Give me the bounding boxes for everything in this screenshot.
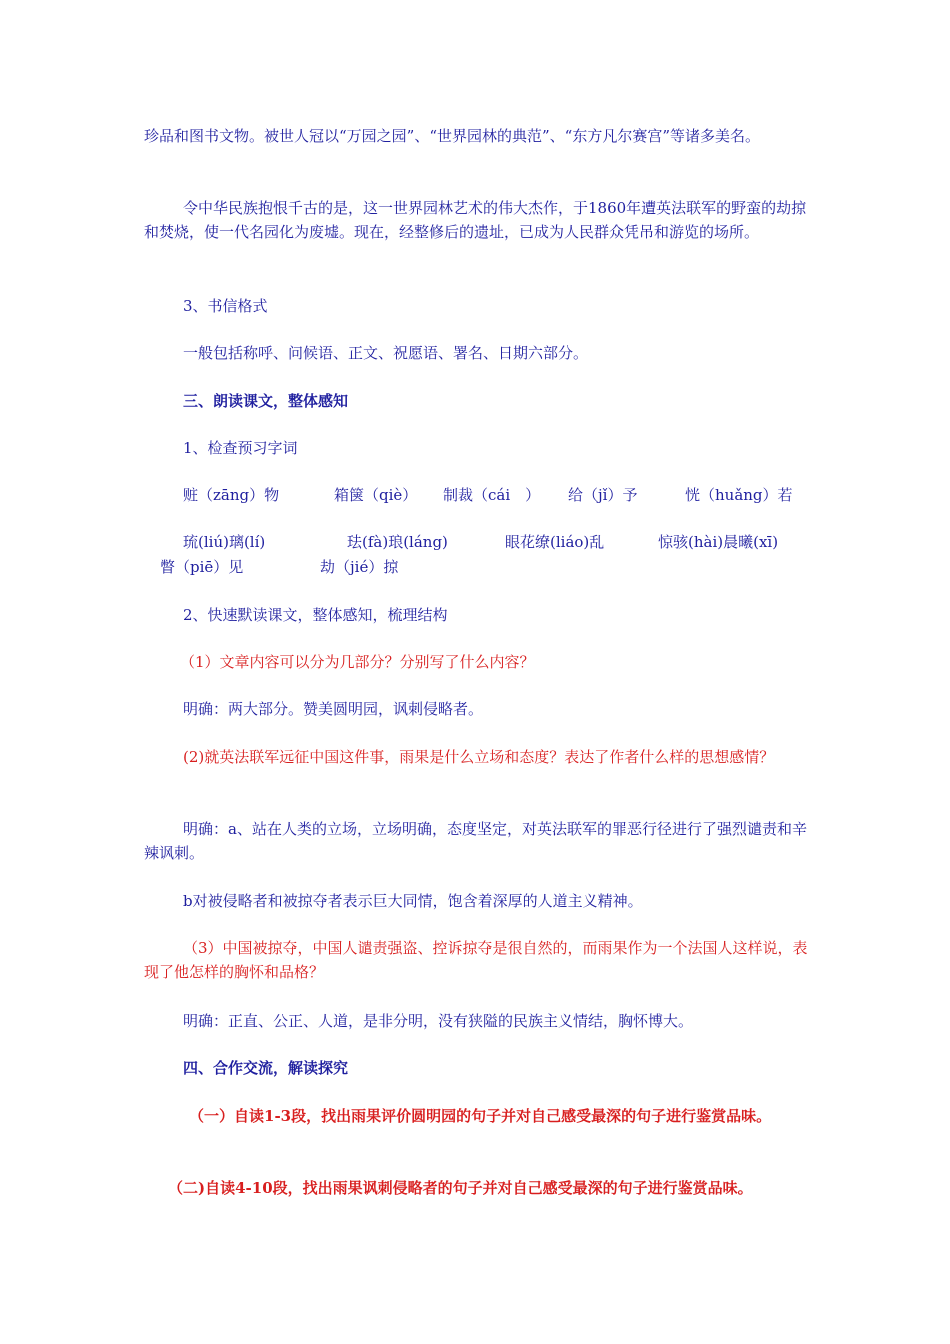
vocab-word: 眼花缭(liáo)乱 (505, 533, 605, 551)
vocab-row-1 (0, 483, 950, 507)
vocab-row-3 (0, 555, 950, 579)
question-3: （3）中国被掠夺，中国人谴责强盗、控诉掠夺是很自然的，而雨果作为一个法国人这样说，表现了他怎样的胸怀和品格？ (144, 939, 808, 981)
section-three-title: 三、朗读课文，整体感知 (183, 392, 349, 410)
paragraph-regret: 令中华民族抱恨千古的是，这一世界园林艺术的伟大杰作，于1860年遭英法联军的野蛮的劫掠和焚烧，使一代名园化为废墟。现在，经整修后的遗址，已成为人民群众凭吊和游览的场所。 (144, 199, 807, 241)
answer-3: 明确：正直、公正、人道，是非分明，没有狭隘的民族主义情结，胸怀博大。 (183, 1012, 694, 1030)
answer-1: 明确：两大部分。赞美圆明园，讽刺侵略者。 (183, 700, 484, 718)
vocab-word: 赃（zāng）物 (183, 486, 280, 504)
answer-2: 明确：a、站在人类的立场，立场明确，态度坚定，对英法联军的罪恶行径进行了强烈谴责和辛辣讽刺。 (144, 820, 807, 862)
vocab-word: 惊骇(hài)晨曦(xī) (658, 533, 779, 551)
vocab-word: 琉(liú)璃(lí) (183, 533, 266, 551)
heading-quick-read: 2、快速默读课文，整体感知，梳理结构 (183, 606, 448, 624)
question-2: (2)就英法联军远征中国这件事，雨果是什么立场和态度？表达了作者什么样的思想感情？ (183, 748, 775, 766)
vocab-word: 箱箧（qiè） (334, 486, 418, 504)
task-one: （一）自读1-3段，找出雨果评价圆明园的句子并对自己感受最深的句子进行鉴赏品味。 (189, 1107, 772, 1125)
vocab-word: 制裁（cái ） (443, 486, 541, 504)
heading-check-words: 1、检查预习字词 (183, 439, 298, 457)
task-two: （二)自读4-10段，找出雨果讽刺侵略者的句子并对自己感受最深的句子进行鉴赏品味。 (168, 1179, 753, 1197)
heading-letter-format: 3、书信格式 (183, 297, 268, 315)
letter-format-text: 一般包括称呼、问候语、正文、祝愿语、署名、日期六部分。 (183, 344, 589, 362)
answer-2-b: b对被侵略者和被掠夺者表示巨大同情，饱含着深厚的人道主义精神。 (183, 892, 643, 910)
vocab-row-2 (0, 530, 950, 554)
vocab-word: 珐(fà)琅(láng) (347, 533, 448, 551)
vocab-word: 瞥（piē）见 (160, 558, 244, 576)
vocab-word: 给（jǐ）予 (568, 486, 638, 504)
section-four-title: 四、合作交流，解读探究 (183, 1059, 349, 1077)
vocab-word: 恍（huǎng）若 (685, 486, 793, 504)
question-1: （1）文章内容可以分为几部分？分别写了什么内容？ (180, 653, 535, 671)
vocab-word: 劫（jié）掠 (320, 558, 399, 576)
paragraph-continuation: 珍品和图书文物。被世人冠以“万园之园”、“世界园林的典范”、“东方凡尔赛宫”等诸多美名。 (144, 127, 761, 145)
